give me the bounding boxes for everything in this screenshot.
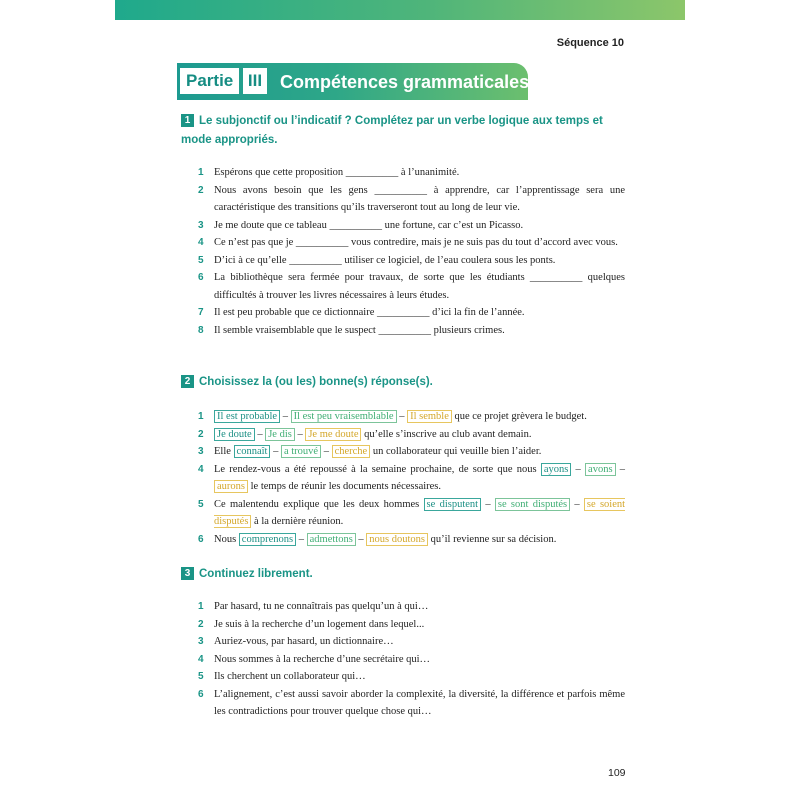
item-text: Elle: [214, 446, 234, 457]
item-number: 6: [198, 272, 204, 283]
list-item: [198, 182, 625, 217]
list-item: [198, 686, 625, 721]
choice-option[interactable]: a trouvé: [281, 445, 321, 458]
list-item: 6 Nous comprenons – admettons – nous doutons qu’il revienne sur sa décision.: [198, 531, 625, 549]
choice-option[interactable]: ayons: [541, 463, 572, 476]
item-text: Ils cherchent un collaborateur qui…: [214, 671, 366, 682]
exercise-1-number: 1: [181, 114, 194, 127]
item-text: Je suis à la recherche d’un logement dans lequel...: [214, 618, 425, 630]
exercise-1-heading: [181, 112, 631, 150]
item-text: Auriez-vous, par hasard, un dictionnaire…: [214, 636, 394, 647]
page-number: 109: [608, 767, 626, 779]
exercise-1-title: Le subjonctif ou l’indicatif ? Complétez par un verbe logique aux temps et mode appropriés.: [181, 115, 603, 146]
item-number: 6: [198, 533, 204, 545]
list-item: [198, 304, 625, 322]
exercise-2-heading: [181, 373, 631, 392]
item-text: L’alignement, c’est aussi savoir aborder la complexité, la diversité, la différence et parfois même les contradictions pour trouver quelque chose qui…: [214, 688, 625, 717]
list-item: [198, 633, 625, 651]
choice-option[interactable]: Je doute: [214, 428, 255, 441]
list-item: [198, 598, 625, 616]
exercise-3-title: Continuez librement.: [199, 568, 313, 580]
item-number: 1: [198, 601, 204, 612]
section-title: Compétences grammaticales: [280, 72, 530, 92]
choice-option[interactable]: Il est probable: [214, 410, 280, 423]
list-item: 1 Il est probable – Il est peu vraisemblable – Il semble que ce projet grèvera le budget.: [198, 408, 625, 426]
item-text: Il est peu probable que ce dictionnaire __________ d’ici la fin de l’année.: [214, 307, 525, 318]
item-text: qu’il revienne sur sa décision.: [428, 533, 557, 545]
item-number: 2: [198, 428, 204, 440]
list-item: [198, 651, 625, 669]
exercise-2-number: 2: [181, 375, 194, 388]
list-item: 3 Elle connaît – a trouvé – cherche un collaborateur qui veuille bien l’aider.: [198, 443, 625, 461]
list-item: 2 Je doute – Je dis – Je me doute qu’elle s’inscrive au club avant demain.: [198, 426, 625, 444]
item-number: 5: [198, 254, 204, 266]
choice-option[interactable]: se soient disputés: [214, 498, 626, 527]
item-text: D’ici à ce qu’elle __________ utiliser ce logiciel, de l’eau coulera sous les ponts.: [214, 254, 556, 266]
item-number: 1: [198, 167, 204, 178]
exercise-3-list: [198, 598, 625, 721]
item-text: Ce n’est pas que je __________ vous contredire, mais je ne suis pas du tout d’accord avec vous.: [214, 237, 618, 248]
list-item: 5 Ce malentendu explique que les deux hommes se disputent – se sont disputés – se soient disputés à la dernière réunion.: [198, 496, 625, 531]
item-text: Je me doute que ce tableau __________ une fortune, car c’est un Picasso.: [214, 219, 524, 231]
choice-option[interactable]: se disputent: [424, 498, 482, 511]
item-text: un collaborateur qui veuille bien l’aider.: [370, 446, 542, 457]
exercise-3-heading: [181, 565, 631, 584]
item-text: Il semble vraisemblable que le suspect __________ plusieurs crimes.: [214, 324, 505, 336]
partie-number: III: [243, 68, 267, 94]
list-item: [198, 164, 625, 182]
item-text: Le rendez-vous a été repoussé à la semaine prochaine, de sorte que nous: [214, 463, 541, 475]
list-item: [198, 322, 625, 340]
exercise-2-title: Choisissez la (ou les) bonne(s) réponse(s).: [199, 376, 433, 388]
choice-option[interactable]: Je me doute: [305, 428, 361, 441]
exercise-2-list: [198, 408, 625, 548]
item-text: Nous: [214, 533, 239, 545]
item-number: 3: [198, 219, 204, 231]
item-number: 5: [198, 671, 204, 682]
item-text: Espérons que cette proposition __________ à l’unanimité.: [214, 167, 460, 178]
exercise-3-number: 3: [181, 567, 194, 580]
item-number: 5: [198, 498, 204, 510]
item-number: 2: [198, 184, 204, 196]
choice-option[interactable]: nous doutons: [366, 533, 428, 546]
choice-option[interactable]: comprenons: [239, 533, 296, 546]
choice-option[interactable]: Il est peu vraisemblable: [291, 410, 397, 423]
item-number: 4: [198, 653, 204, 665]
item-number: 3: [198, 636, 204, 647]
list-item: 4 Le rendez-vous a été repoussé à la semaine prochaine, de sorte que nous ayons – avons – aurons le temps de réunir les documents nécessaires.: [198, 461, 625, 496]
choice-option[interactable]: cherche: [332, 445, 371, 458]
item-number: 6: [198, 688, 204, 700]
item-number: 7: [198, 307, 204, 318]
choice-option[interactable]: Je dis: [265, 428, 295, 441]
sequence-label: Séquence 10: [556, 37, 624, 49]
item-number: 4: [198, 237, 204, 248]
list-item: [198, 269, 625, 304]
choice-option[interactable]: aurons: [214, 480, 248, 493]
item-number: 3: [198, 446, 204, 457]
list-item: [198, 217, 625, 235]
choice-option[interactable]: avons: [585, 463, 616, 476]
list-item: [198, 668, 625, 686]
exercise-1-list: [198, 164, 625, 339]
item-text: le temps de réunir les documents nécessaires.: [248, 481, 442, 492]
choice-option[interactable]: admettons: [307, 533, 356, 546]
item-number: 4: [198, 463, 204, 475]
choice-option[interactable]: connaît: [234, 445, 271, 458]
item-text: Par hasard, tu ne connaîtrais pas quelqu’un à qui…: [214, 601, 429, 612]
partie-label: Partie: [180, 68, 239, 94]
section-banner: [177, 63, 528, 100]
item-text: que ce projet grèvera le budget.: [451, 411, 587, 422]
item-text: Ce malentendu explique que les deux hommes: [214, 498, 424, 510]
item-text: Nous avons besoin que les gens __________ à apprendre, car l’apprentissage sera une caractéristique des transitions qu’ils traverseront tout au long de leur vie.: [214, 184, 625, 213]
choice-option[interactable]: Il semble: [407, 410, 452, 423]
list-item: [198, 234, 625, 252]
list-item: [198, 616, 625, 634]
item-text: La bibliothèque sera fermée pour travaux, de sorte que les étudiants __________ quelques difficultés à trouver les livres nécessaires à leurs études.: [214, 272, 625, 301]
item-text: à la dernière réunion.: [251, 516, 344, 527]
choice-option[interactable]: se sont disputés: [495, 498, 570, 511]
item-text: qu’elle s’inscrive au club avant demain.: [361, 428, 532, 440]
item-number: 8: [198, 324, 204, 336]
item-text: Nous sommes à la recherche d’une secrétaire qui…: [214, 653, 431, 665]
header-band: [115, 0, 685, 20]
item-number: 2: [198, 618, 204, 630]
list-item: [198, 252, 625, 270]
item-number: 1: [198, 411, 204, 422]
